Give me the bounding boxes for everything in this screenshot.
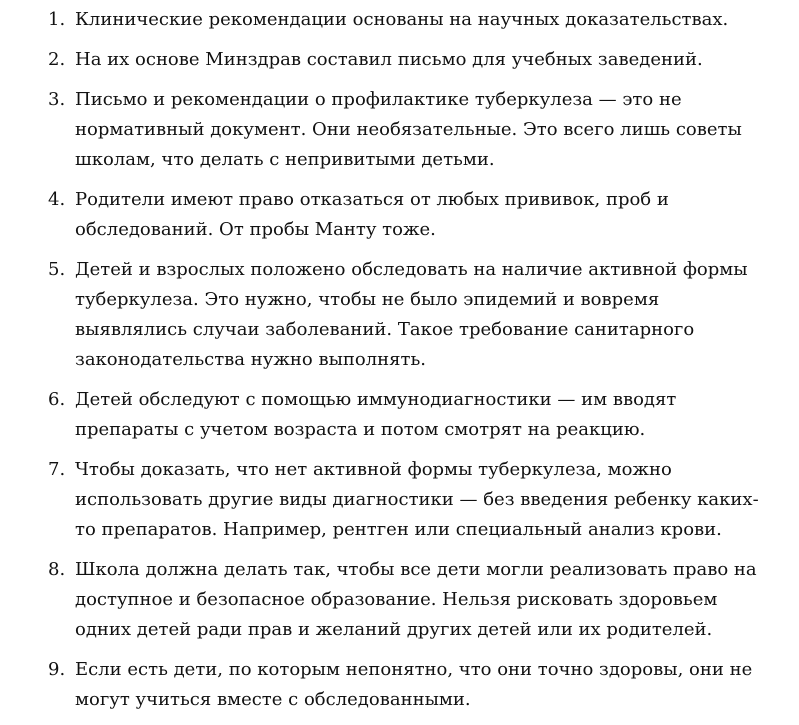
numbered-list <box>0 5 799 715</box>
list-item-text: Детей обследуют с помощью иммунодиагностики — им вводят препараты с учетом возраста и потом смотрят на реакцию. <box>75 389 677 440</box>
list-item-text: На их основе Минздрав составил письмо для учебных заведений. <box>75 49 703 70</box>
list-item-5 <box>0 255 799 375</box>
list-item-8 <box>0 555 799 645</box>
list-item-4 <box>0 185 799 245</box>
list-item-text: Клинические рекомендации основаны на научных доказательствах. <box>75 9 729 30</box>
list-item-number: 9. <box>48 659 66 680</box>
list-item-number: 5. <box>48 259 66 280</box>
list-item-number: 6. <box>48 389 66 410</box>
list-item-text: Чтобы доказать, что нет активной формы туберкулеза, можно использовать другие виды диагностики — без введения ребенку каких-то препаратов. Например, рентген или специальный анализ крови. <box>75 459 759 540</box>
list-item-number: 3. <box>48 89 66 110</box>
list-item-3 <box>0 85 799 175</box>
list-item-6 <box>0 385 799 445</box>
list-item-number: 4. <box>48 189 66 210</box>
list-item-number: 8. <box>48 559 66 580</box>
list-item-text: Если есть дети, по которым непонятно, что они точно здоровы, они не могут учиться вместе с обследованными. <box>75 659 753 710</box>
list-item-2 <box>0 45 799 75</box>
list-item-text: Письмо и рекомендации о профилактике туберкулеза — это не нормативный документ. Они необязательные. Это всего лишь советы школам, что делать с непривитыми детьми. <box>75 89 742 170</box>
list-item-number: 1. <box>48 9 66 30</box>
list-item-9 <box>0 655 799 715</box>
list-item-7 <box>0 455 799 545</box>
article-body <box>0 5 799 725</box>
list-item-number: 7. <box>48 459 66 480</box>
list-item-number: 2. <box>48 49 66 70</box>
list-item-text: Детей и взрослых положено обследовать на наличие активной формы туберкулеза. Это нужно, чтобы не было эпидемий и вовремя выявлялись случаи заболеваний. Такое требование санитарного законодательства нужно выполнять. <box>75 259 748 370</box>
list-item-text: Родители имеют право отказаться от любых прививок, проб и обследований. От пробы Манту тоже. <box>75 189 669 240</box>
list-item-1 <box>0 5 799 35</box>
list-item-text: Школа должна делать так, чтобы все дети могли реализовать право на доступное и безопасное образование. Нельзя рисковать здоровьем одних детей ради прав и желаний других детей или их родителей. <box>75 559 757 640</box>
